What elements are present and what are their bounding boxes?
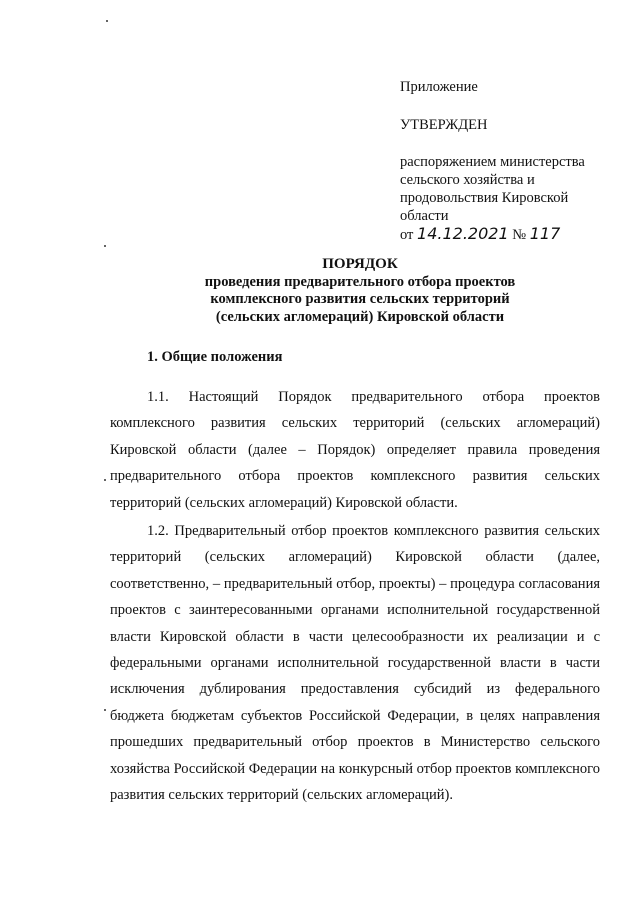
order-line: сельского хозяйства и bbox=[400, 172, 535, 188]
handwritten-date: 14.12.2021 bbox=[417, 224, 509, 243]
order-line: распоряжением министерства bbox=[400, 154, 585, 170]
handwritten-number: 117 bbox=[529, 224, 561, 243]
approved-label: УТВЕРЖДЕН bbox=[400, 117, 488, 133]
order-line: продовольствия Кировской bbox=[400, 190, 569, 206]
title-line: комплексного развития сельских территорий bbox=[210, 291, 510, 307]
scan-speck bbox=[104, 709, 106, 711]
appendix-label: Приложение bbox=[400, 79, 478, 95]
title-heading: ПОРЯДОК bbox=[322, 256, 398, 272]
title-line: проведения предварительного отбора проектов bbox=[204, 273, 516, 290]
order-date-number-line bbox=[400, 225, 610, 244]
from-label: от bbox=[400, 227, 414, 243]
scan-speck bbox=[104, 245, 106, 247]
title-line: (сельских агломераций) Кировской области bbox=[215, 308, 505, 325]
document-body bbox=[110, 384, 600, 809]
paragraph-1-2: 1.2. Предварительный отбор проектов комплексного развития сельских территорий (сельских агломераций) Кировской области (далее, соответственно, – предварительный отбор, проекты) – процедура согласования проектов с заинтересованными органами исполнительной государственной власти Кировской области в части целесообразности их реализации и с федеральными органами исполнительной государственной власти в части исключения дублирования предоставления субсидий из федерального бюджета бюджетам субъектов Российской Федерации, в целях направления прошедших предварительный отбор проектов в Министерство сельского хозяйства Российской Федерации на конкурсный отбор проектов комплексного развития сельских территорий (сельских агломераций). bbox=[110, 523, 600, 804]
document-title bbox=[120, 256, 600, 326]
number-label: № bbox=[512, 227, 527, 243]
scan-speck bbox=[106, 20, 108, 22]
approval-block bbox=[400, 78, 610, 244]
order-line: области bbox=[400, 208, 449, 224]
paragraph-1-1: 1.1. Настоящий Порядок предварительного отбора проектов комплексного развития сельских территорий (сельских агломераций) Кировской области (далее – Порядок) определяет правила проведения предварительного отбора проектов комплексного развития сельских территорий (сельских агломераций) Кировской области. bbox=[110, 389, 600, 511]
scan-speck bbox=[104, 479, 106, 481]
section-heading: 1. Общие положения bbox=[147, 349, 283, 365]
